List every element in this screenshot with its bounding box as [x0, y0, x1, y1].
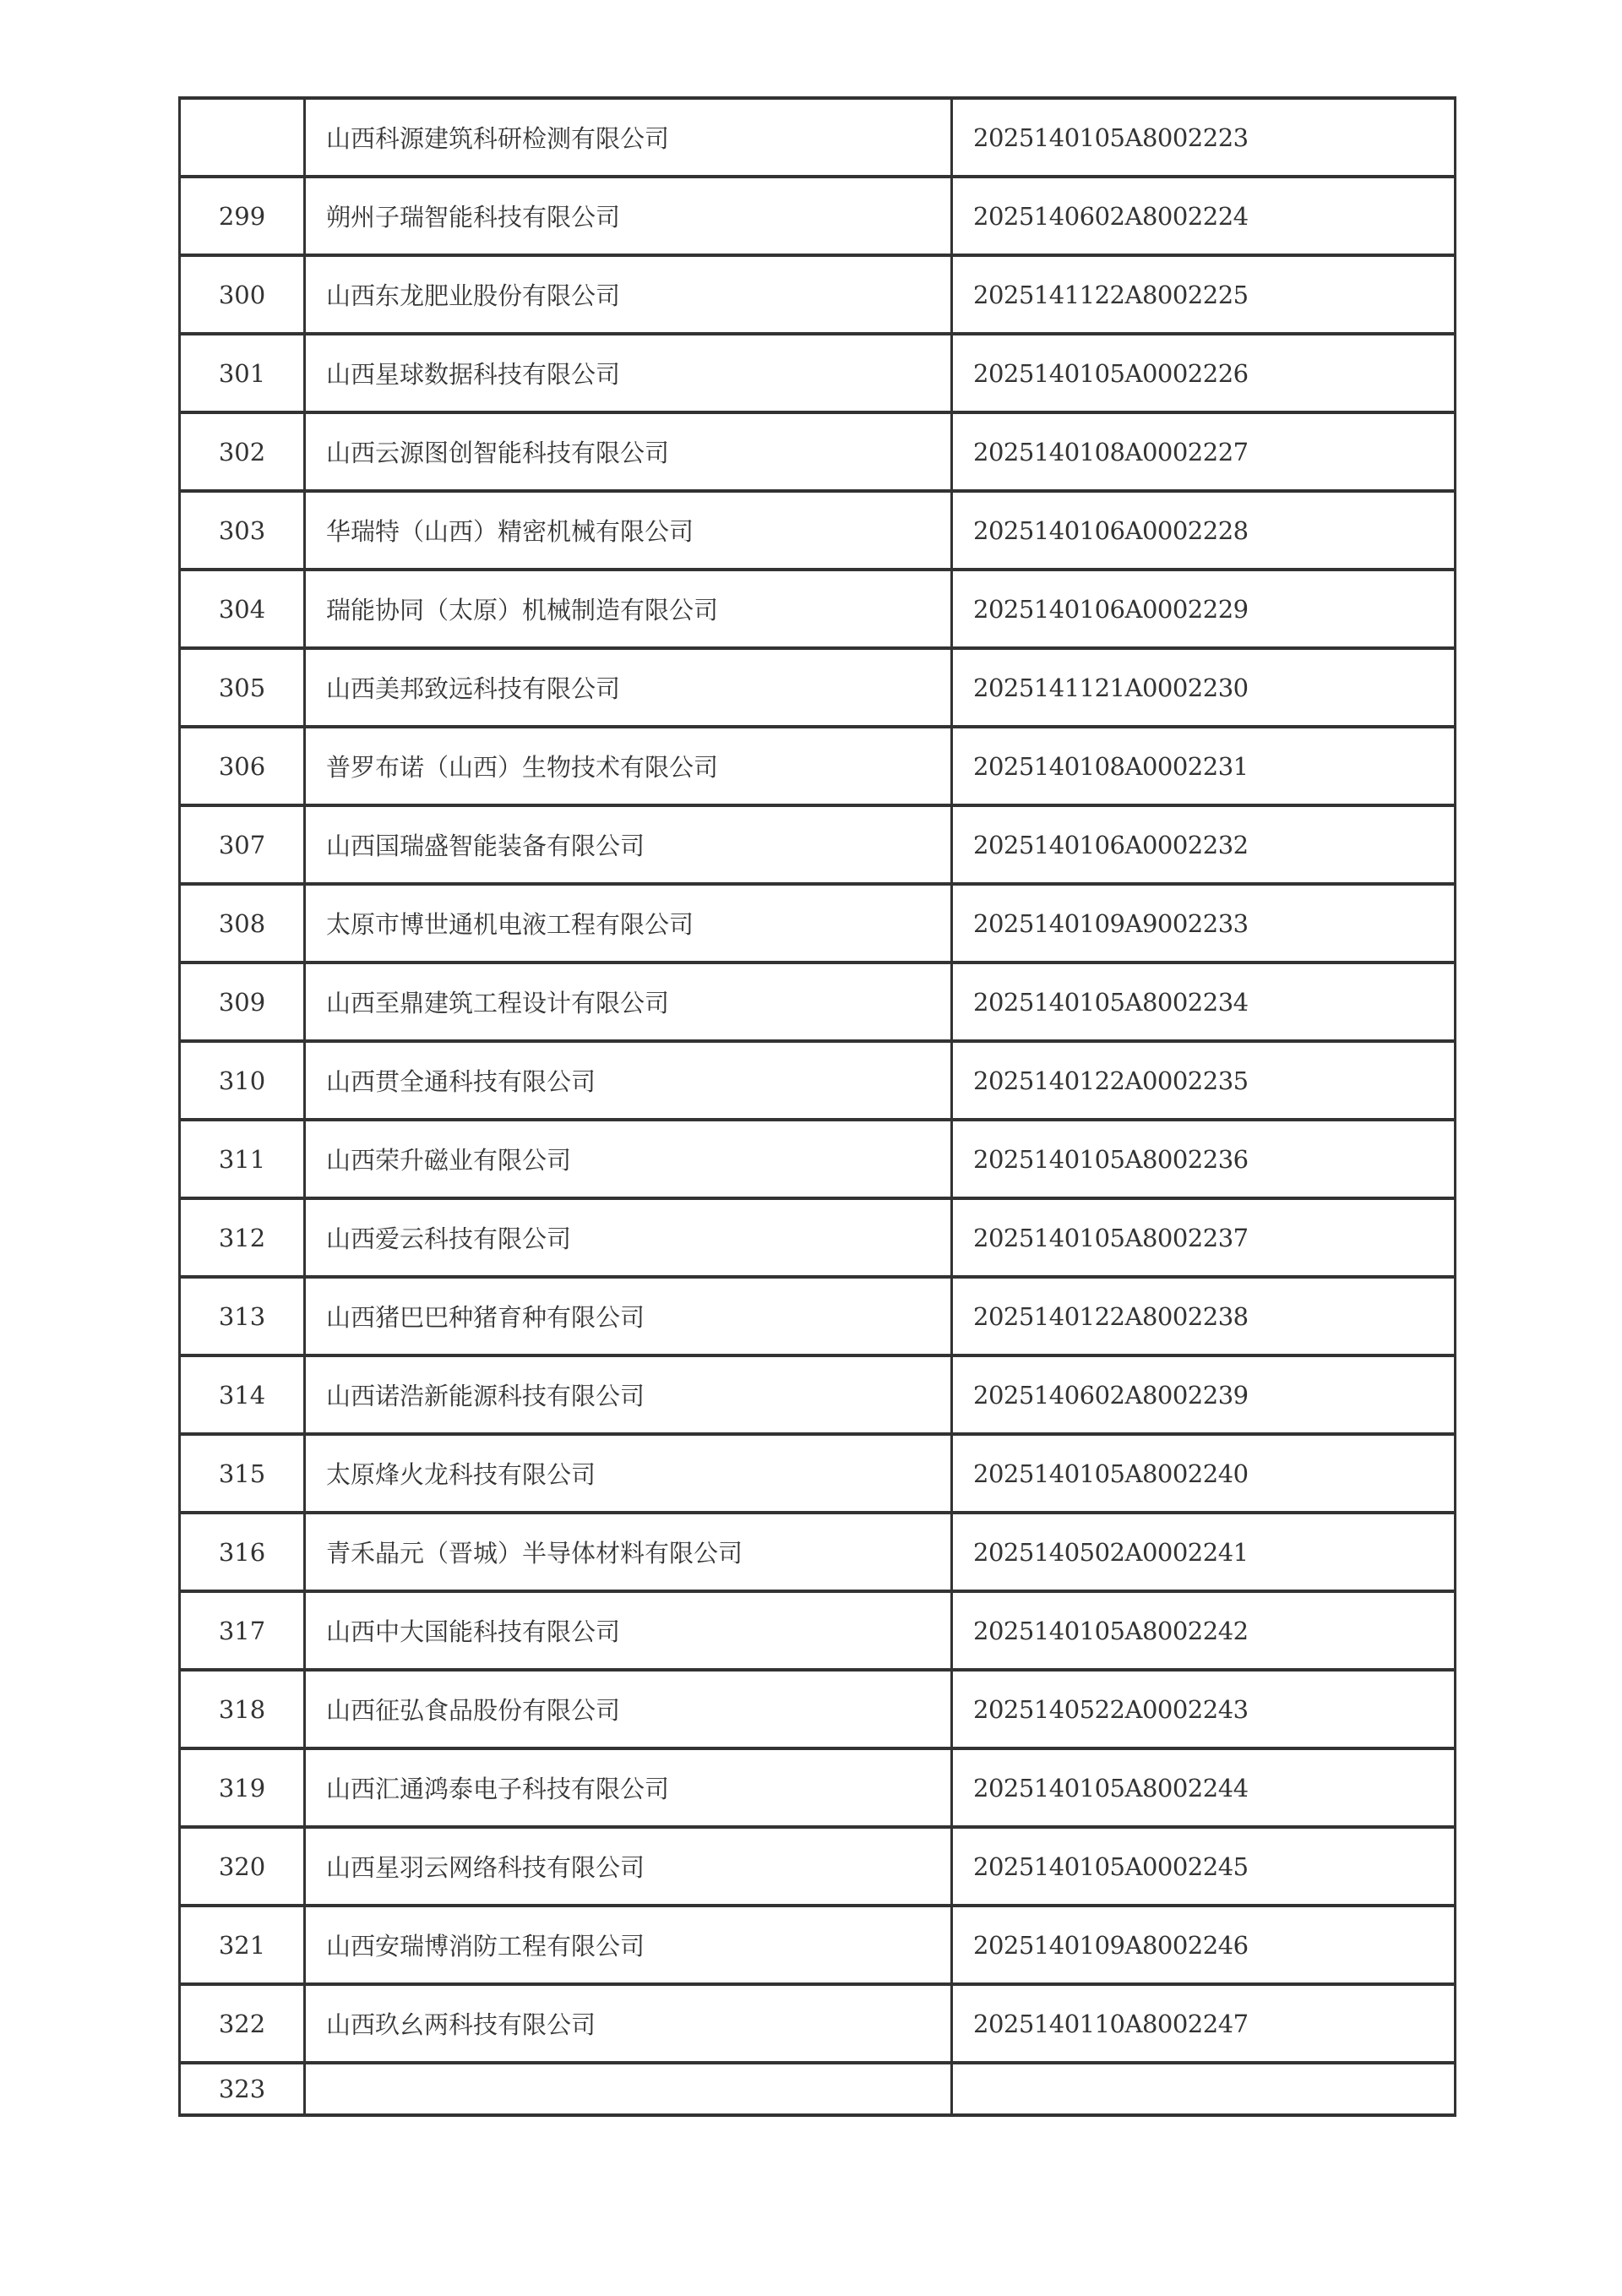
- registration-code: 2025140105A8002244: [952, 1748, 1456, 1827]
- company-name: 普罗布诺（山西）生物技术有限公司: [305, 727, 952, 805]
- row-number: 299: [180, 177, 305, 255]
- row-number: 301: [180, 334, 305, 412]
- company-name: 山西汇通鸿泰电子科技有限公司: [305, 1748, 952, 1827]
- registration-code: 2025140122A8002238: [952, 1277, 1456, 1355]
- table-row: [180, 805, 1456, 884]
- row-number: 308: [180, 884, 305, 963]
- registration-code: 2025140109A8002246: [952, 1906, 1456, 1984]
- row-number: 321: [180, 1906, 305, 1984]
- row-number: 300: [180, 255, 305, 334]
- company-name: 山西荣升磁业有限公司: [305, 1120, 952, 1198]
- table-row: [180, 884, 1456, 963]
- table-row: [180, 177, 1456, 255]
- company-name: 山西星羽云网络科技有限公司: [305, 1827, 952, 1906]
- table-row: [180, 334, 1456, 412]
- registration-code: 2025140105A8002223: [952, 98, 1456, 177]
- row-number: 322: [180, 1984, 305, 2063]
- company-name: 山西玖幺两科技有限公司: [305, 1984, 952, 2063]
- registration-code: 2025140106A0002228: [952, 491, 1456, 570]
- registration-code: 2025140602A8002239: [952, 1355, 1456, 1434]
- row-number: 316: [180, 1513, 305, 1591]
- company-name: 山西征弘食品股份有限公司: [305, 1670, 952, 1748]
- row-number: 307: [180, 805, 305, 884]
- registration-code: 2025140105A8002236: [952, 1120, 1456, 1198]
- registration-code: 2025140106A0002232: [952, 805, 1456, 884]
- row-number: 318: [180, 1670, 305, 1748]
- row-number: 304: [180, 570, 305, 648]
- company-list-table: [178, 96, 1456, 2117]
- table-row: [180, 1513, 1456, 1591]
- company-name: 山西诺浩新能源科技有限公司: [305, 1355, 952, 1434]
- company-name: 瑞能协同（太原）机械制造有限公司: [305, 570, 952, 648]
- company-name: 山西猪巴巴种猪育种有限公司: [305, 1277, 952, 1355]
- company-name: 山西安瑞博消防工程有限公司: [305, 1906, 952, 1984]
- table-row: [180, 1984, 1456, 2063]
- table-row: [180, 1827, 1456, 1906]
- registration-code: 2025140105A0002226: [952, 334, 1456, 412]
- registration-code: 2025140502A0002241: [952, 1513, 1456, 1591]
- registration-code: 2025140122A0002235: [952, 1041, 1456, 1120]
- row-number: 310: [180, 1041, 305, 1120]
- registration-code: 2025140108A0002231: [952, 727, 1456, 805]
- table-row: [180, 1906, 1456, 1984]
- registration-code: 2025140106A0002229: [952, 570, 1456, 648]
- row-number: 303: [180, 491, 305, 570]
- registration-code: 2025140109A9002233: [952, 884, 1456, 963]
- table-row: [180, 648, 1456, 727]
- table-row: [180, 98, 1456, 177]
- row-number: 319: [180, 1748, 305, 1827]
- row-number: 309: [180, 963, 305, 1041]
- registration-code: 2025140602A8002224: [952, 177, 1456, 255]
- table-row: [180, 491, 1456, 570]
- registration-code: 2025140110A8002247: [952, 1984, 1456, 2063]
- registration-code: [952, 2063, 1456, 2115]
- company-name: 山西中大国能科技有限公司: [305, 1591, 952, 1670]
- row-number: 313: [180, 1277, 305, 1355]
- table-row: [180, 412, 1456, 491]
- company-name: 青禾晶元（晋城）半导体材料有限公司: [305, 1513, 952, 1591]
- table-row: [180, 1670, 1456, 1748]
- table-row: [180, 1120, 1456, 1198]
- row-number: 305: [180, 648, 305, 727]
- company-name: 山西云源图创智能科技有限公司: [305, 412, 952, 491]
- company-name: 山西贯全通科技有限公司: [305, 1041, 952, 1120]
- row-number: 320: [180, 1827, 305, 1906]
- table-row: [180, 570, 1456, 648]
- table-row: [180, 255, 1456, 334]
- registration-code: 2025140108A0002227: [952, 412, 1456, 491]
- row-number: 306: [180, 727, 305, 805]
- row-number: 312: [180, 1198, 305, 1277]
- table-body: [180, 98, 1456, 2115]
- company-name: 山西星球数据科技有限公司: [305, 334, 952, 412]
- table-row: [180, 1277, 1456, 1355]
- row-number: 302: [180, 412, 305, 491]
- registration-code: 2025141121A0002230: [952, 648, 1456, 727]
- company-name: 山西美邦致远科技有限公司: [305, 648, 952, 727]
- company-name: 太原烽火龙科技有限公司: [305, 1434, 952, 1513]
- table-row: [180, 2063, 1456, 2115]
- company-name: 山西科源建筑科研检测有限公司: [305, 98, 952, 177]
- company-name: 山西爱云科技有限公司: [305, 1198, 952, 1277]
- row-number: 314: [180, 1355, 305, 1434]
- table-row: [180, 1591, 1456, 1670]
- company-name: 朔州子瑞智能科技有限公司: [305, 177, 952, 255]
- table-row: [180, 1355, 1456, 1434]
- company-name: 山西至鼎建筑工程设计有限公司: [305, 963, 952, 1041]
- row-number: 317: [180, 1591, 305, 1670]
- row-number: 311: [180, 1120, 305, 1198]
- registration-code: 2025140105A8002242: [952, 1591, 1456, 1670]
- registration-code: 2025140105A8002234: [952, 963, 1456, 1041]
- registration-code: 2025140522A0002243: [952, 1670, 1456, 1748]
- company-name: 华瑞特（山西）精密机械有限公司: [305, 491, 952, 570]
- registration-code: 2025141122A8002225: [952, 255, 1456, 334]
- table-row: [180, 1041, 1456, 1120]
- company-name: 太原市博世通机电液工程有限公司: [305, 884, 952, 963]
- row-number: 323: [180, 2063, 305, 2115]
- row-number: [180, 98, 305, 177]
- registration-code: 2025140105A8002237: [952, 1198, 1456, 1277]
- row-number: 315: [180, 1434, 305, 1513]
- table-row: [180, 1434, 1456, 1513]
- registration-code: 2025140105A0002245: [952, 1827, 1456, 1906]
- table-row: [180, 1748, 1456, 1827]
- company-name: 山西东龙肥业股份有限公司: [305, 255, 952, 334]
- company-name: 山西国瑞盛智能装备有限公司: [305, 805, 952, 884]
- table-row: [180, 727, 1456, 805]
- registration-code: 2025140105A8002240: [952, 1434, 1456, 1513]
- table-row: [180, 1198, 1456, 1277]
- table-row: [180, 963, 1456, 1041]
- company-name: [305, 2063, 952, 2115]
